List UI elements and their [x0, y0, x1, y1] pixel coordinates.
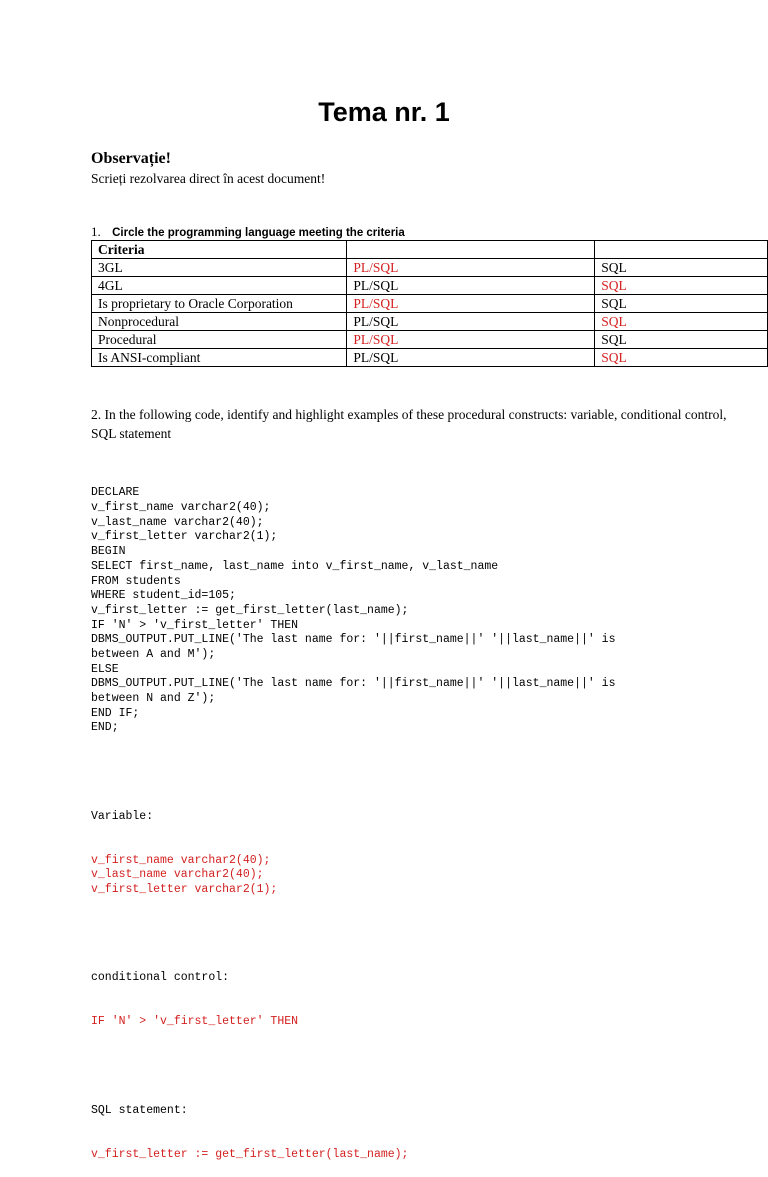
criterion-cell: Is ANSI-compliant [92, 349, 347, 367]
question-2-text: 2. In the following code, identify and highlight examples of these procedural constructs: variable, conditional control, SQL statement [91, 407, 727, 441]
conditional-label: conditional control: [91, 971, 230, 985]
conditional-answer-line: IF 'N' > 'v_first_letter' THEN [91, 1015, 299, 1029]
code-line: v_last_name varchar2(40); [91, 515, 264, 529]
plsql-option-cell[interactable]: PL/SQL [347, 313, 595, 331]
sql-option-cell[interactable]: SQL [595, 349, 768, 367]
plsql-option-cell[interactable]: PL/SQL [347, 331, 595, 349]
variable-answer-line: v_last_name varchar2(40); [91, 868, 264, 882]
variable-answer-line: v_first_letter varchar2(1); [91, 883, 278, 897]
sql-option-cell[interactable]: SQL [595, 331, 768, 349]
sql-label: SQL statement: [91, 1103, 188, 1117]
question-1-heading [91, 224, 405, 240]
question-1-number: 1. [91, 224, 101, 239]
code-line: SELECT first_name, last_name into v_first_name, v_last_name [91, 559, 499, 573]
observatie-heading: Observație! [91, 150, 171, 167]
spacer [91, 927, 616, 942]
sql-option-cell[interactable]: SQL [595, 313, 768, 331]
sql-answer-line: v_first_letter := get_first_letter(last_name); [91, 1147, 409, 1161]
code-line: FROM students [91, 574, 181, 588]
code-line: BEGIN [91, 545, 126, 559]
question-1-text: Circle the programming language meeting the criteria [112, 227, 405, 239]
code-block [91, 457, 616, 1177]
conditional-answers [91, 1015, 616, 1030]
criterion-cell: Is proprietary to Oracle Corporation [92, 295, 347, 313]
criterion-cell: 3GL [92, 259, 347, 277]
page-title: Tema nr. 1 [318, 97, 450, 127]
spacer [91, 1059, 616, 1074]
code-line: v_first_name varchar2(40); [91, 501, 271, 515]
sql-option-cell[interactable]: SQL [595, 277, 768, 295]
criteria-header-row [92, 241, 768, 259]
code-line: ELSE [91, 662, 119, 676]
plsql-option-cell[interactable]: PL/SQL [347, 295, 595, 313]
criteria-row [92, 259, 768, 277]
criterion-cell: Procedural [92, 331, 347, 349]
criterion-cell: 4GL [92, 277, 347, 295]
sql-option-cell[interactable]: SQL [595, 295, 768, 313]
code-line: DBMS_OUTPUT.PUT_LINE('The last name for: '||first_name||' '||last_name||' is [91, 677, 616, 691]
criterion-cell: Nonprocedural [92, 313, 347, 331]
spacer [91, 766, 616, 781]
variable-label: Variable: [91, 809, 154, 823]
criteria-row [92, 331, 768, 349]
source-code [91, 486, 616, 736]
criteria-row [92, 295, 768, 313]
code-line: between A and M'); [91, 647, 216, 661]
code-line: WHERE student_id=105; [91, 589, 236, 603]
criteria-row [92, 349, 768, 367]
criteria-table [91, 240, 768, 367]
code-line: IF 'N' > 'v_first_letter' THEN [91, 618, 299, 632]
plsql-option-cell[interactable]: PL/SQL [347, 277, 595, 295]
criteria-row [92, 277, 768, 295]
code-line: v_first_letter := get_first_letter(last_name); [91, 603, 409, 617]
code-line: between N and Z'); [91, 692, 216, 706]
code-line: END IF; [91, 706, 140, 720]
plsql-option-cell[interactable]: PL/SQL [347, 349, 595, 367]
observatie-text: Scrieți rezolvarea direct în acest document! [91, 171, 326, 186]
variable-answer-line: v_first_name varchar2(40); [91, 853, 271, 867]
criteria-header-empty [595, 241, 768, 259]
plsql-option-cell[interactable]: PL/SQL [347, 259, 595, 277]
sql-answers [91, 1148, 616, 1163]
variable-answers [91, 854, 616, 898]
criteria-header: Criteria [92, 241, 347, 259]
sql-option-cell[interactable]: SQL [595, 259, 768, 277]
code-line: DECLARE [91, 486, 140, 500]
code-line: v_first_letter varchar2(1); [91, 530, 278, 544]
criteria-row [92, 313, 768, 331]
code-line: DBMS_OUTPUT.PUT_LINE('The last name for: '||first_name||' '||last_name||' is [91, 633, 616, 647]
code-line: END; [91, 721, 119, 735]
criteria-header-empty [347, 241, 595, 259]
